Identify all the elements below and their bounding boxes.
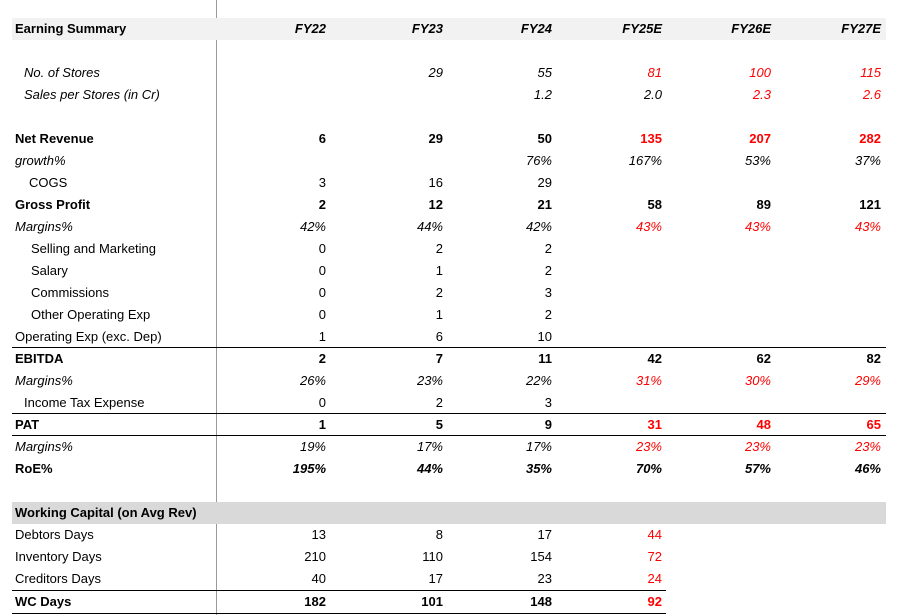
cell-value: 0 xyxy=(318,285,326,300)
row-label: COGS xyxy=(29,175,68,190)
cell-value: 42% xyxy=(525,219,552,234)
table-row xyxy=(12,370,886,392)
row-label: growth% xyxy=(15,153,66,168)
cell-value: 282 xyxy=(859,131,881,146)
cell-value: 9 xyxy=(544,417,552,432)
cell-value: 29 xyxy=(428,65,443,80)
row-label: Margins% xyxy=(15,439,73,454)
row-label: Debtors Days xyxy=(15,527,94,542)
cell-value: 23% xyxy=(744,439,771,454)
header-row xyxy=(12,18,886,40)
row-label: RoE% xyxy=(15,461,53,476)
cell-value: 6 xyxy=(435,329,443,344)
cell-value: 57% xyxy=(744,461,771,476)
cell-value: 31% xyxy=(635,373,662,388)
cell-value: 16 xyxy=(428,175,443,190)
table-row xyxy=(12,326,886,348)
cell-value: 182 xyxy=(304,594,326,609)
table-row xyxy=(12,238,886,260)
cell-value: 2 xyxy=(318,197,326,212)
cell-value: 1 xyxy=(318,417,326,432)
cell-value: 11 xyxy=(538,351,552,366)
cell-value: 44% xyxy=(416,461,443,476)
cell-value: 23 xyxy=(537,571,552,586)
row-label: Other Operating Exp xyxy=(31,307,151,322)
cell-value: 82 xyxy=(866,351,881,366)
col-header-fy27e: FY27E xyxy=(841,21,881,36)
cell-value: 115 xyxy=(860,65,881,80)
cell-value: 23% xyxy=(635,439,662,454)
cell-value: 10 xyxy=(537,329,552,344)
cell-value: 1 xyxy=(435,263,443,278)
cell-value: 55 xyxy=(537,65,552,80)
table-row xyxy=(12,84,886,106)
cell-value: 53% xyxy=(744,153,771,168)
cell-value: 65 xyxy=(866,417,881,432)
table-row xyxy=(12,128,886,150)
cell-value: 12 xyxy=(428,197,443,212)
table-row xyxy=(12,413,886,436)
cell-value: 5 xyxy=(435,417,443,432)
cell-value: 7 xyxy=(435,351,443,366)
cell-value: 1.2 xyxy=(533,87,552,102)
cell-value: 121 xyxy=(859,197,881,212)
row-label: No. of Stores xyxy=(24,65,100,80)
cell-value: 42 xyxy=(647,351,662,366)
cell-value: 30% xyxy=(744,373,771,388)
table-row xyxy=(12,150,886,172)
cell-value: 17% xyxy=(525,439,552,454)
cell-value: 17 xyxy=(537,527,552,542)
cell-value: 135 xyxy=(640,131,662,146)
cell-value: 8 xyxy=(435,527,443,542)
table-row xyxy=(12,392,886,414)
row-label: Salary xyxy=(31,263,68,278)
cell-value: 0 xyxy=(318,241,326,256)
cell-value: 58 xyxy=(647,197,662,212)
row-label: WC Days xyxy=(15,594,72,609)
cell-value: 17% xyxy=(416,439,443,454)
cell-value: 24 xyxy=(647,571,662,586)
table-row xyxy=(12,568,886,590)
table-row xyxy=(12,435,886,458)
cell-value: 2 xyxy=(544,241,552,256)
col-header-fy23: FY23 xyxy=(411,21,443,36)
cell-value: 21 xyxy=(537,197,552,212)
cell-value: 50 xyxy=(537,131,552,146)
cell-value: 37% xyxy=(854,153,881,168)
cell-value: 2 xyxy=(435,285,443,300)
col-header-fy24: FY24 xyxy=(520,21,552,36)
table-row xyxy=(12,194,886,216)
table-row xyxy=(12,216,886,238)
cell-value: 167% xyxy=(628,153,662,168)
cell-value: 31 xyxy=(647,417,662,432)
cell-value: 110 xyxy=(422,549,443,564)
table-row xyxy=(12,62,886,84)
cell-value: 26% xyxy=(299,373,326,388)
table-row xyxy=(12,304,886,326)
cell-value: 22% xyxy=(525,373,552,388)
col-header-fy26e: FY26E xyxy=(731,21,771,36)
row-label: Creditors Days xyxy=(15,571,101,586)
cell-value: 195% xyxy=(292,461,326,476)
table-row xyxy=(12,590,666,614)
cell-value: 44% xyxy=(416,219,443,234)
cell-value: 2 xyxy=(318,351,326,366)
cell-value: 48 xyxy=(756,417,771,432)
cell-value: 23% xyxy=(416,373,443,388)
cell-value: 44 xyxy=(647,527,662,542)
cell-value: 2.6 xyxy=(862,87,881,102)
cell-value: 1 xyxy=(435,307,443,322)
cell-value: 23% xyxy=(854,439,881,454)
cell-value: 76% xyxy=(525,153,552,168)
row-label: Selling and Marketing xyxy=(31,241,157,256)
cell-value: 2.0 xyxy=(643,87,662,102)
section-title: Working Capital (on Avg Rev) xyxy=(15,505,197,520)
table-row xyxy=(12,172,886,194)
cell-value: 92 xyxy=(647,594,662,609)
cell-value: 210 xyxy=(304,549,326,564)
cell-value: 101 xyxy=(421,594,443,609)
cell-value: 100 xyxy=(749,65,771,80)
table-title: Earning Summary xyxy=(15,21,127,36)
cell-value: 46% xyxy=(854,461,881,476)
cell-value: 72 xyxy=(647,549,662,564)
cell-value: 207 xyxy=(749,131,771,146)
cell-value: 81 xyxy=(647,65,662,80)
row-label: Gross Profit xyxy=(15,197,91,212)
cell-value: 43% xyxy=(635,219,662,234)
cell-value: 89 xyxy=(756,197,771,212)
cell-value: 43% xyxy=(854,219,881,234)
cell-value: 6 xyxy=(318,131,326,146)
table-row xyxy=(12,282,886,304)
cell-value: 0 xyxy=(318,307,326,322)
cell-value: 19% xyxy=(299,439,326,454)
row-label: Margins% xyxy=(15,219,73,234)
cell-value: 62 xyxy=(756,351,771,366)
cell-value: 29 xyxy=(428,131,443,146)
row-label: Net Revenue xyxy=(15,131,94,146)
working-capital-header xyxy=(12,502,886,524)
col-header-fy25e: FY25E xyxy=(622,21,662,36)
cell-value: 0 xyxy=(318,395,326,410)
col-header-fy22: FY22 xyxy=(294,21,326,36)
cell-value: 2 xyxy=(435,395,443,410)
cell-value: 2.3 xyxy=(752,87,771,102)
cell-value: 148 xyxy=(530,594,552,609)
cell-value: 29 xyxy=(537,175,552,190)
cell-value: 154 xyxy=(530,549,552,564)
cell-value: 70% xyxy=(635,461,662,476)
cell-value: 2 xyxy=(435,241,443,256)
row-label: Sales per Stores (in Cr) xyxy=(24,87,160,102)
row-label: Operating Exp (exc. Dep) xyxy=(15,329,162,344)
row-label: PAT xyxy=(15,417,40,432)
cell-value: 40 xyxy=(311,571,326,586)
cell-value: 3 xyxy=(544,395,552,410)
row-label: Margins% xyxy=(15,373,73,388)
cell-value: 0 xyxy=(318,263,326,278)
cell-value: 3 xyxy=(318,175,326,190)
table-row xyxy=(12,260,886,282)
row-label: EBITDA xyxy=(15,351,64,366)
cell-value: 1 xyxy=(318,329,326,344)
row-label: Income Tax Expense xyxy=(24,395,145,410)
cell-value: 42% xyxy=(299,219,326,234)
cell-value: 17 xyxy=(428,571,443,586)
cell-value: 43% xyxy=(744,219,771,234)
row-label: Commissions xyxy=(31,285,110,300)
cell-value: 13 xyxy=(311,527,326,542)
table-row xyxy=(12,546,886,568)
cell-value: 2 xyxy=(544,307,552,322)
cell-value: 2 xyxy=(544,263,552,278)
cell-value: 35% xyxy=(525,461,552,476)
table-row xyxy=(12,458,886,480)
row-label: Inventory Days xyxy=(15,549,102,564)
cell-value: 29% xyxy=(854,373,881,388)
table-row xyxy=(12,524,886,546)
table-row xyxy=(12,347,886,370)
cell-value: 3 xyxy=(544,285,552,300)
